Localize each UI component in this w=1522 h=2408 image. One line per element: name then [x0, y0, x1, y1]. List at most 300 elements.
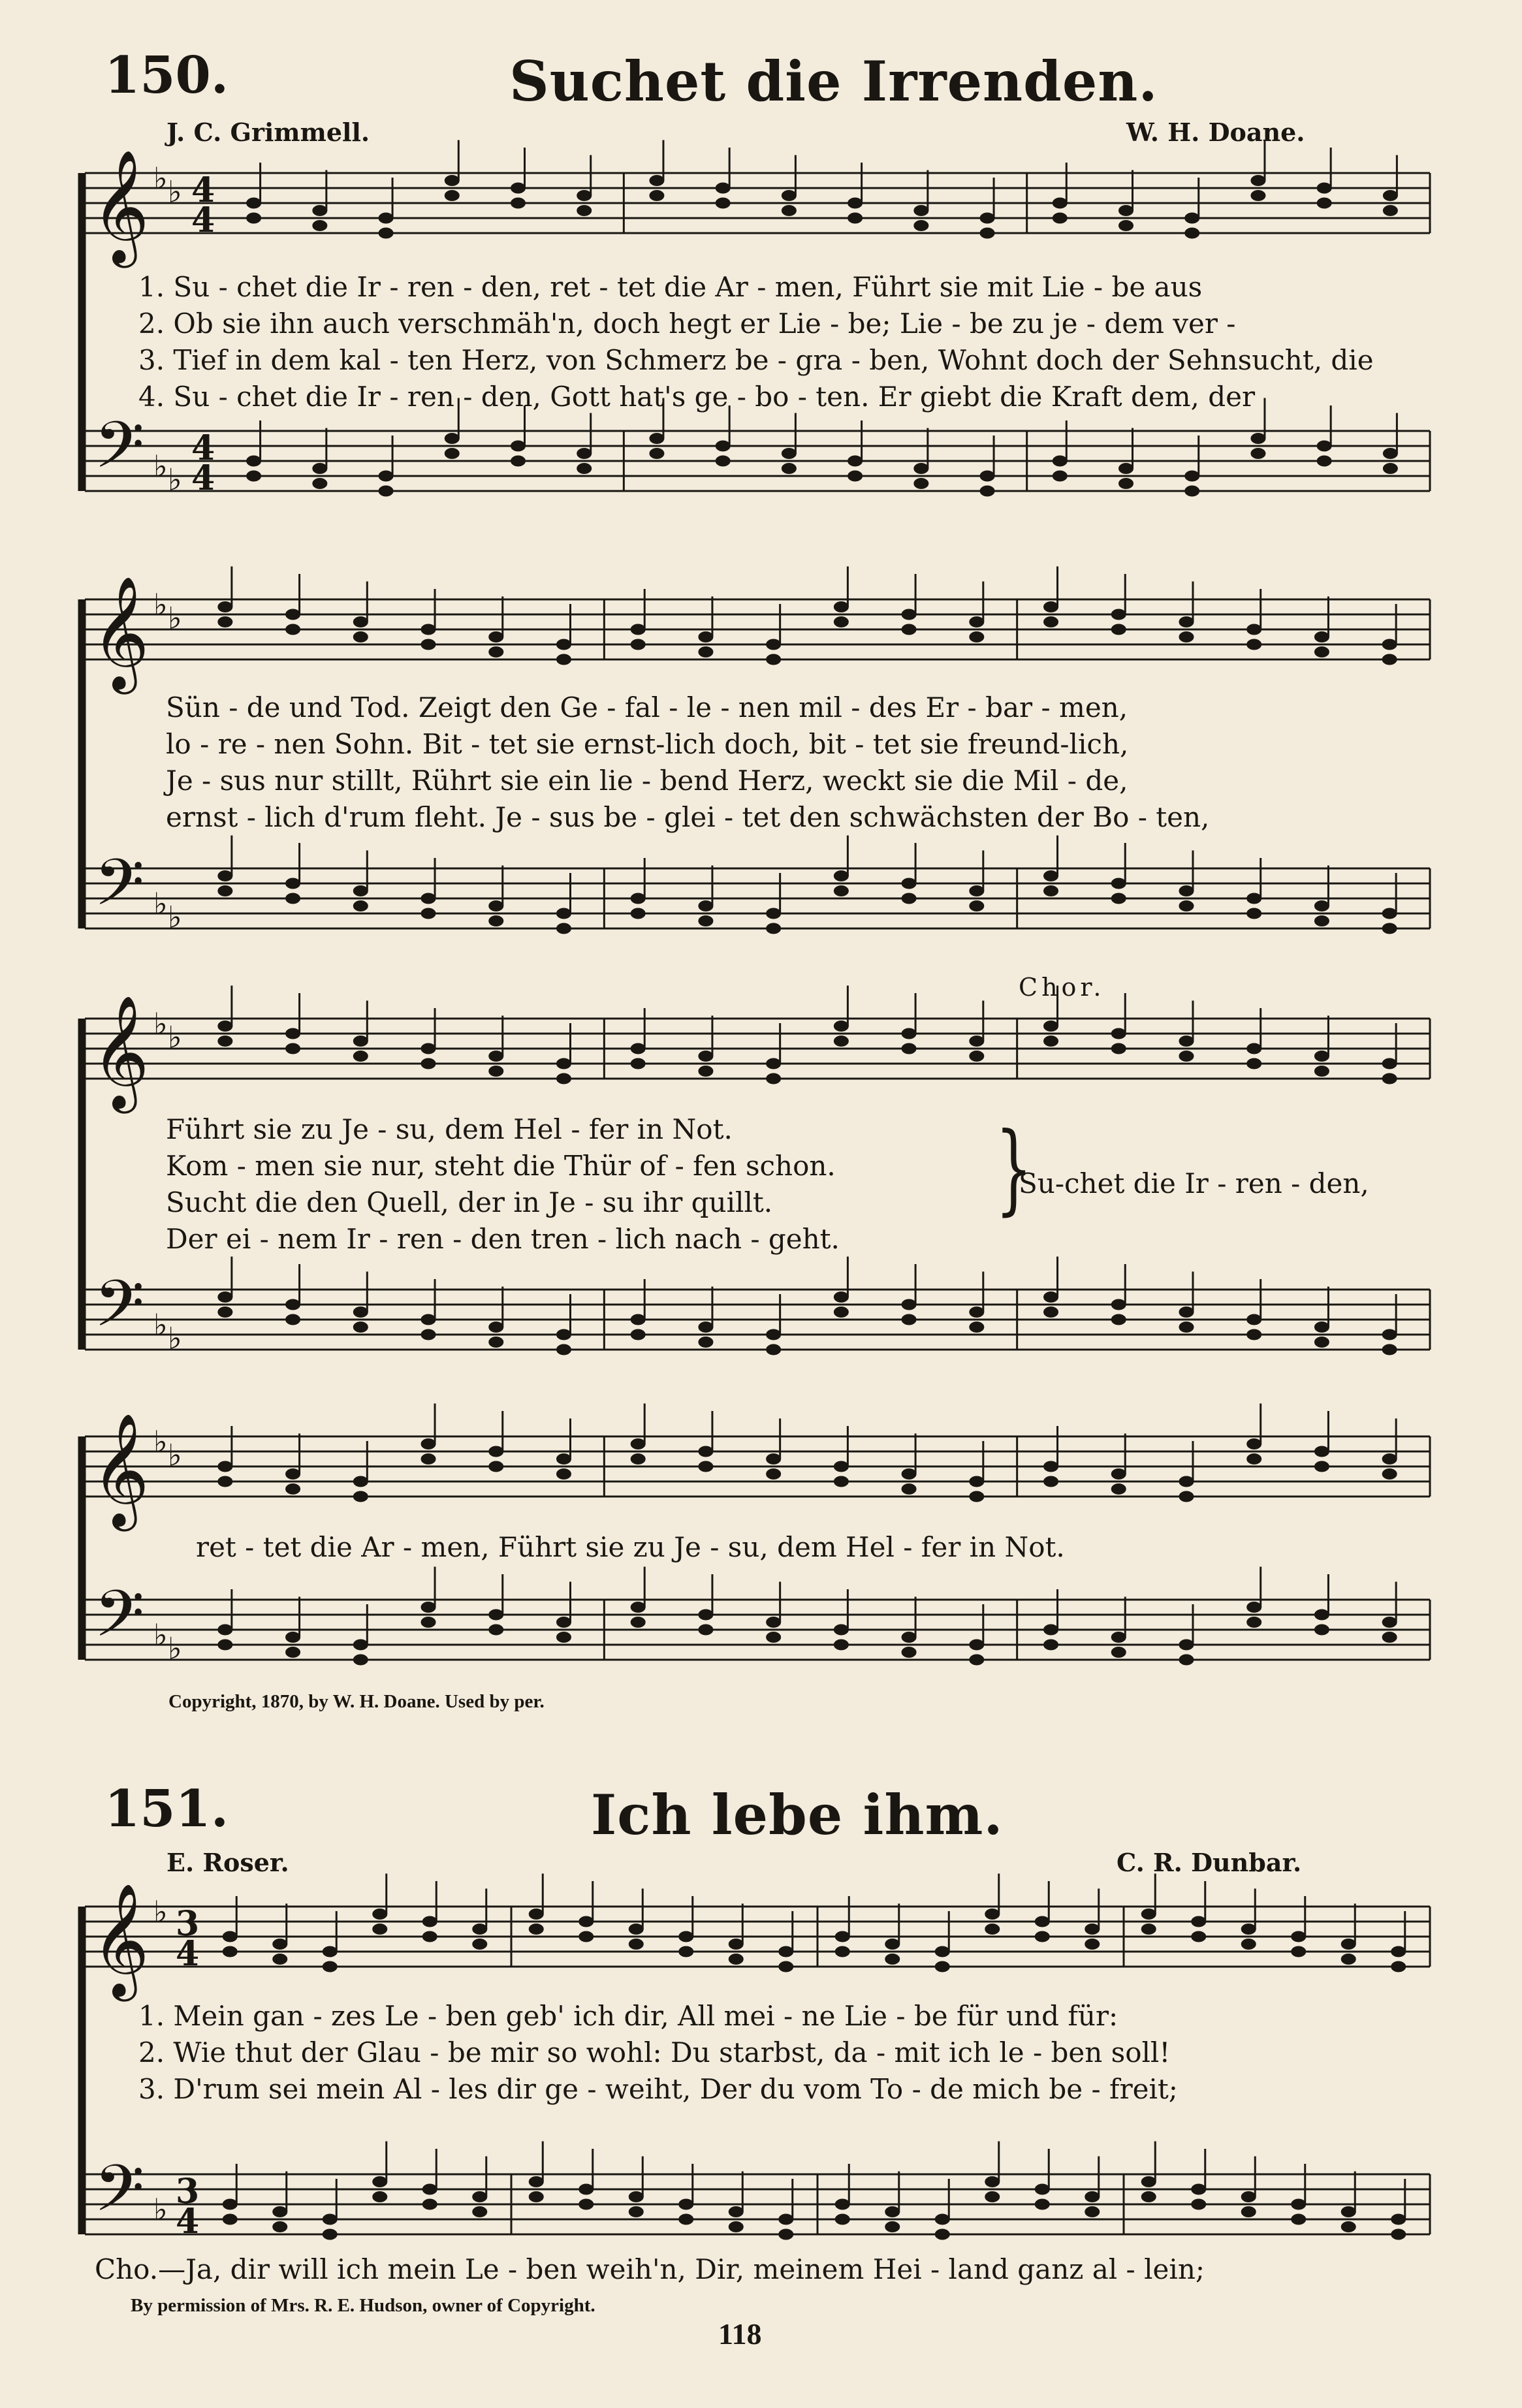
- note-head: [835, 1946, 849, 1957]
- note-head: [902, 1484, 916, 1495]
- flat-icon: ♭: [168, 1320, 182, 1356]
- flat-icon: ♭: [153, 1307, 168, 1342]
- note-head: [835, 1931, 849, 1942]
- lyric-line: 3. Tief in dem kal - ten Herz, von Schmerz be - gra - ben, Wohnt doch der Sehnsucht, die: [138, 344, 1374, 376]
- hymn-150-system-3-lyrics: [166, 1111, 840, 1258]
- flat-icon: ♭: [168, 899, 182, 935]
- note-head: [421, 1329, 436, 1340]
- note-head: [716, 441, 730, 451]
- note-head: [1383, 206, 1397, 216]
- note-head: [1192, 1916, 1206, 1927]
- note-head: [1119, 479, 1134, 489]
- note-head: [1382, 654, 1397, 665]
- note-head: [1251, 449, 1265, 459]
- treble-clef-icon: 𝄞: [91, 1883, 150, 1997]
- note-head: [767, 1632, 781, 1643]
- note-head: [699, 1624, 713, 1635]
- note-head: [579, 2199, 594, 2210]
- note-head: [1111, 893, 1126, 904]
- note-head: [1382, 908, 1397, 919]
- note-head: [631, 1454, 645, 1465]
- note-head: [489, 1066, 503, 1077]
- note-head: [1192, 2199, 1206, 2210]
- flat-icon: ♭: [168, 1437, 182, 1473]
- note-head: [511, 198, 526, 208]
- note-head: [902, 1647, 916, 1658]
- note-head: [556, 1073, 571, 1084]
- note-head: [579, 1931, 594, 1942]
- note-head: [353, 1322, 368, 1333]
- note-head: [779, 1946, 793, 1957]
- note-head: [579, 2184, 594, 2194]
- treble-clef-icon: 𝄞: [91, 995, 150, 1109]
- note-head: [1085, 2192, 1100, 2202]
- note-head: [767, 908, 781, 919]
- time-signature: 4: [191, 428, 215, 468]
- note-head: [577, 464, 592, 474]
- note-head: [556, 1454, 571, 1465]
- note-head: [631, 908, 645, 919]
- note-head: [902, 1299, 916, 1310]
- hymn-151-composer: C. R. Dunbar.: [1117, 1848, 1302, 1877]
- note-head: [1391, 1946, 1406, 1957]
- note-head: [273, 1939, 287, 1950]
- note-head: [848, 213, 863, 223]
- lyric-line: ernst - lich d'rum fleht. Je - sus be - glei - tet den schwächsten der Bo - ten,: [166, 801, 1210, 833]
- note-head: [1314, 1446, 1329, 1457]
- note-head: [699, 1609, 713, 1620]
- note-head: [511, 441, 526, 451]
- flat-icon: ♭: [168, 1019, 182, 1055]
- note-head: [556, 923, 571, 934]
- note-head: [699, 1322, 713, 1333]
- hymn-150-lyricist: J. C. Grimmell.: [166, 118, 370, 147]
- note-head: [835, 2214, 849, 2225]
- note-head: [223, 2199, 237, 2210]
- note-head: [650, 176, 664, 186]
- note-head: [1044, 1021, 1058, 1032]
- note-head: [631, 893, 645, 904]
- note-head: [902, 1469, 916, 1480]
- hymn-151-number: 151.: [104, 1779, 229, 1839]
- note-head: [848, 471, 863, 481]
- note-head: [1111, 1469, 1126, 1480]
- note-head: [902, 893, 916, 904]
- note-head: [1044, 1640, 1058, 1650]
- note-head: [834, 1640, 848, 1650]
- note-head: [286, 1299, 300, 1310]
- note-head: [1111, 1484, 1126, 1495]
- note-head: [1292, 2199, 1306, 2210]
- note-head: [1111, 609, 1126, 620]
- note-head: [223, 1946, 237, 1957]
- bass-clef-icon: 𝄢: [94, 846, 145, 936]
- note-head: [421, 1617, 436, 1628]
- lyric-line: 1. Su - chet die Ir - ren - den, ret - tet die Ar - men, Führt sie mit Lie - be aus: [138, 271, 1203, 303]
- treble-staff: [85, 173, 1430, 233]
- note-head: [631, 624, 645, 635]
- note-head: [286, 1043, 300, 1054]
- note-head: [473, 1939, 487, 1950]
- note-head: [1314, 632, 1329, 642]
- note-head: [1179, 1051, 1194, 1062]
- note-head: [699, 647, 713, 657]
- note-head: [834, 1292, 848, 1303]
- note-head: [1251, 434, 1265, 444]
- note-head: [782, 191, 796, 201]
- note-head: [286, 1647, 300, 1658]
- hymn-151-title: Ich lebe ihm.: [591, 1782, 1004, 1847]
- note-head: [1141, 2177, 1156, 2187]
- note-head: [970, 1307, 984, 1318]
- note-head: [273, 1954, 287, 1965]
- note-head: [1382, 1469, 1397, 1480]
- note-head: [835, 2199, 849, 2210]
- note-head: [767, 923, 781, 934]
- note-head: [577, 449, 592, 459]
- note-head: [1185, 486, 1199, 496]
- note-head: [767, 1617, 781, 1628]
- note-head: [935, 2229, 949, 2240]
- note-head: [286, 1314, 300, 1325]
- note-head: [1247, 1058, 1261, 1069]
- note-head: [716, 456, 730, 466]
- lyric-line: 2. Wie thut der Glau - be mir so wohl: Du starbst, da - mit ich le - ben soll!: [138, 2036, 1171, 2068]
- note-head: [353, 1640, 368, 1650]
- hymn-150-system-2-lyrics: [166, 689, 1209, 836]
- note-head: [579, 1916, 594, 1927]
- note-head: [1292, 1931, 1306, 1942]
- note-head: [529, 1924, 543, 1935]
- lyric-line: 3. D'rum sei mein Al - les dir ge - weiht, Der du vom To - de mich be - freit;: [138, 2073, 1178, 2105]
- note-head: [767, 1454, 781, 1465]
- note-head: [1383, 191, 1397, 201]
- note-head: [885, 2222, 900, 2232]
- note-head: [767, 1329, 781, 1340]
- note-head: [1292, 2214, 1306, 2225]
- note-head: [1382, 639, 1397, 650]
- note-head: [699, 901, 713, 911]
- note-head: [848, 456, 863, 466]
- note-head: [914, 464, 928, 474]
- note-head: [1314, 1337, 1329, 1348]
- note-head: [970, 1491, 984, 1502]
- note-head: [556, 908, 571, 919]
- note-head: [422, 1931, 437, 1942]
- note-head: [379, 213, 393, 223]
- note-head: [914, 479, 928, 489]
- note-head: [473, 2207, 487, 2217]
- note-head: [767, 639, 781, 650]
- note-head: [1383, 464, 1397, 474]
- note-head: [1044, 1461, 1058, 1472]
- note-head: [473, 1924, 487, 1935]
- note-head: [218, 1292, 232, 1303]
- note-head: [1035, 2199, 1049, 2210]
- note-head: [782, 206, 796, 216]
- note-head: [935, 2214, 949, 2225]
- note-head: [247, 471, 261, 481]
- note-head: [985, 2177, 1000, 2187]
- note-head: [1241, 2192, 1256, 2202]
- note-head: [1179, 617, 1194, 627]
- note-head: [1044, 1476, 1058, 1487]
- note-head: [1111, 878, 1126, 889]
- note-head: [631, 1314, 645, 1325]
- note-head: [729, 2207, 743, 2217]
- note-head: [1251, 176, 1265, 186]
- note-head: [1314, 1066, 1329, 1077]
- note-head: [650, 434, 664, 444]
- note-head: [286, 1469, 300, 1480]
- note-head: [834, 1021, 848, 1032]
- note-head: [556, 1617, 571, 1628]
- lyric-line: 2. Ob sie ihn auch verschmäh'n, doch hegt er Lie - be; Lie - be zu je - dem ver -: [138, 308, 1236, 340]
- note-head: [218, 886, 232, 896]
- note-head: [699, 916, 713, 927]
- note-head: [1053, 456, 1067, 466]
- note-head: [1119, 221, 1134, 231]
- note-head: [1111, 624, 1126, 635]
- note-head: [1247, 1043, 1261, 1054]
- note-head: [353, 617, 368, 627]
- lyric-line: lo - re - nen Sohn. Bit - tet sie ernst-lich doch, bit - tet sie freund-lich,: [166, 728, 1129, 760]
- hymn-150-composer: W. H. Doane.: [1126, 118, 1305, 147]
- note-head: [218, 1021, 232, 1032]
- note-head: [902, 624, 916, 635]
- note-head: [885, 1939, 900, 1950]
- note-head: [779, 2229, 793, 2240]
- note-head: [489, 1609, 503, 1620]
- note-head: [273, 2222, 287, 2232]
- note-head: [970, 901, 984, 911]
- lyric-line: Kom - men sie nur, steht die Thür of - fen schon.: [166, 1150, 836, 1182]
- flat-icon: ♭: [153, 2191, 168, 2227]
- note-head: [650, 449, 664, 459]
- note-head: [1317, 198, 1331, 208]
- note-head: [1247, 1454, 1261, 1465]
- note-head: [1044, 871, 1058, 881]
- note-head: [421, 624, 436, 635]
- note-head: [631, 1439, 645, 1450]
- note-head: [489, 1461, 503, 1472]
- note-head: [1247, 1617, 1261, 1628]
- note-head: [223, 1931, 237, 1942]
- note-head: [970, 1640, 984, 1650]
- note-head: [631, 639, 645, 650]
- note-head: [1044, 886, 1058, 896]
- note-head: [422, 1916, 437, 1927]
- note-head: [1247, 908, 1261, 919]
- hymn-151-lyrics: [138, 1998, 1178, 2108]
- lyric-line: Je - sus nur stillt, Rührt sie ein lie - bend Herz, weckt sie die Mil - de,: [166, 765, 1128, 797]
- note-head: [1247, 639, 1261, 650]
- note-head: [1185, 228, 1199, 238]
- note-head: [1391, 2229, 1406, 2240]
- note-head: [767, 1073, 781, 1084]
- note-head: [1382, 923, 1397, 934]
- note-head: [1192, 1931, 1206, 1942]
- note-head: [373, 1909, 387, 1920]
- note-head: [218, 1461, 232, 1472]
- hymn-151-permission: By permission of Mrs. R. E. Hudson, owner of Copyright.: [131, 2295, 595, 2316]
- note-head: [422, 2199, 437, 2210]
- note-head: [834, 617, 848, 627]
- note-head: [1179, 1476, 1194, 1487]
- note-head: [489, 901, 503, 911]
- chorus-label: Chor.: [1019, 973, 1105, 1002]
- note-head: [286, 1484, 300, 1495]
- note-head: [421, 1602, 436, 1613]
- note-head: [1382, 1073, 1397, 1084]
- note-head: [1382, 1632, 1397, 1643]
- note-head: [353, 1655, 368, 1665]
- note-head: [323, 2229, 337, 2240]
- note-head: [1382, 1344, 1397, 1355]
- hymn-150-number: 150.: [104, 46, 229, 105]
- note-head: [1341, 1954, 1356, 1965]
- note-head: [421, 639, 436, 650]
- note-head: [313, 464, 327, 474]
- note-head: [1292, 1946, 1306, 1957]
- note-head: [970, 617, 984, 627]
- note-head: [1192, 2184, 1206, 2194]
- note-head: [421, 1439, 436, 1450]
- note-head: [970, 1476, 984, 1487]
- note-head: [970, 1051, 984, 1062]
- note-head: [629, 1939, 643, 1950]
- flat-icon: ♭: [153, 1893, 168, 1929]
- hymn-150-title: Suchet die Irrenden.: [509, 49, 1158, 114]
- note-head: [218, 1307, 232, 1318]
- note-head: [1044, 602, 1058, 612]
- note-head: [421, 1314, 436, 1325]
- note-head: [631, 1329, 645, 1340]
- note-head: [902, 1043, 916, 1054]
- note-head: [489, 1337, 503, 1348]
- note-head: [1179, 1322, 1194, 1333]
- note-head: [286, 878, 300, 889]
- note-head: [379, 471, 393, 481]
- note-head: [1314, 901, 1329, 911]
- note-head: [1314, 916, 1329, 927]
- note-head: [1247, 1439, 1261, 1450]
- note-head: [650, 191, 664, 201]
- note-head: [1085, 1924, 1100, 1935]
- note-head: [1053, 213, 1067, 223]
- note-head: [1383, 449, 1397, 459]
- note-head: [1179, 1655, 1194, 1665]
- note-head: [834, 1307, 848, 1318]
- note-head: [218, 1476, 232, 1487]
- treble-clef-icon: 𝄞: [91, 1413, 150, 1527]
- flat-icon: ♭: [153, 1617, 168, 1653]
- note-head: [1341, 2207, 1356, 2217]
- note-head: [970, 1655, 984, 1665]
- note-head: [935, 1961, 949, 1972]
- note-head: [353, 1476, 368, 1487]
- note-head: [353, 901, 368, 911]
- note-head: [1053, 198, 1067, 208]
- note-head: [782, 464, 796, 474]
- note-head: [1185, 471, 1199, 481]
- time-signature: 4: [191, 170, 215, 210]
- note-head: [353, 1307, 368, 1318]
- note-head: [1035, 1931, 1049, 1942]
- note-head: [1241, 1939, 1256, 1950]
- note-head: [699, 1051, 713, 1062]
- note-head: [782, 449, 796, 459]
- note-head: [223, 2214, 237, 2225]
- note-head: [422, 2184, 437, 2194]
- note-head: [445, 449, 459, 459]
- note-head: [970, 632, 984, 642]
- note-head: [1241, 1924, 1256, 1935]
- note-head: [218, 1036, 232, 1047]
- note-head: [353, 1491, 368, 1502]
- note-head: [1044, 1624, 1058, 1635]
- note-head: [1391, 2214, 1406, 2225]
- note-head: [970, 1322, 984, 1333]
- note-head: [247, 213, 261, 223]
- note-head: [373, 1924, 387, 1935]
- note-head: [353, 632, 368, 642]
- time-signature: 4: [191, 458, 215, 498]
- note-head: [529, 2177, 543, 2187]
- note-head: [1141, 1924, 1156, 1935]
- note-head: [1044, 1036, 1058, 1047]
- note-head: [767, 1469, 781, 1480]
- note-head: [1111, 1632, 1126, 1643]
- hymn-150-copyright: Copyright, 1870, by W. H. Doane. Used by per.: [168, 1691, 545, 1712]
- note-head: [489, 1624, 503, 1635]
- note-head: [313, 206, 327, 216]
- note-head: [1185, 213, 1199, 223]
- bass-clef-icon: 𝄢: [94, 1577, 145, 1668]
- note-head: [489, 916, 503, 927]
- note-head: [1179, 901, 1194, 911]
- note-head: [529, 2192, 543, 2202]
- note-head: [1141, 2192, 1156, 2202]
- note-head: [1382, 1454, 1397, 1465]
- note-head: [729, 2222, 743, 2232]
- lyric-line: 4. Su - chet die Ir - ren - den, Gott hat's ge - bo - ten. Er giebt die Kraft dem, der: [138, 381, 1256, 413]
- flat-icon: ♭: [153, 586, 168, 622]
- treble-clef-icon: 𝄞: [91, 576, 150, 689]
- note-head: [631, 1602, 645, 1613]
- note-head: [1111, 1028, 1126, 1039]
- note-head: [323, 1961, 337, 1972]
- note-head: [421, 1058, 436, 1069]
- bass-clef-icon: 𝄢: [94, 1267, 145, 1357]
- note-head: [1247, 893, 1261, 904]
- time-signature: 3: [176, 1904, 200, 1944]
- note-head: [1241, 2207, 1256, 2217]
- note-head: [1251, 191, 1265, 201]
- bass-staff: [85, 431, 1430, 491]
- note-head: [699, 1337, 713, 1348]
- note-head: [767, 1058, 781, 1069]
- note-head: [247, 198, 261, 208]
- note-head: [970, 1036, 984, 1047]
- note-head: [556, 1469, 571, 1480]
- chorus-start-lyric: Su-chet die Ir - ren - den,: [1019, 1167, 1369, 1199]
- note-head: [914, 206, 928, 216]
- note-head: [980, 228, 994, 238]
- note-head: [353, 1051, 368, 1062]
- note-head: [445, 176, 459, 186]
- time-signature: 4: [176, 2202, 200, 2242]
